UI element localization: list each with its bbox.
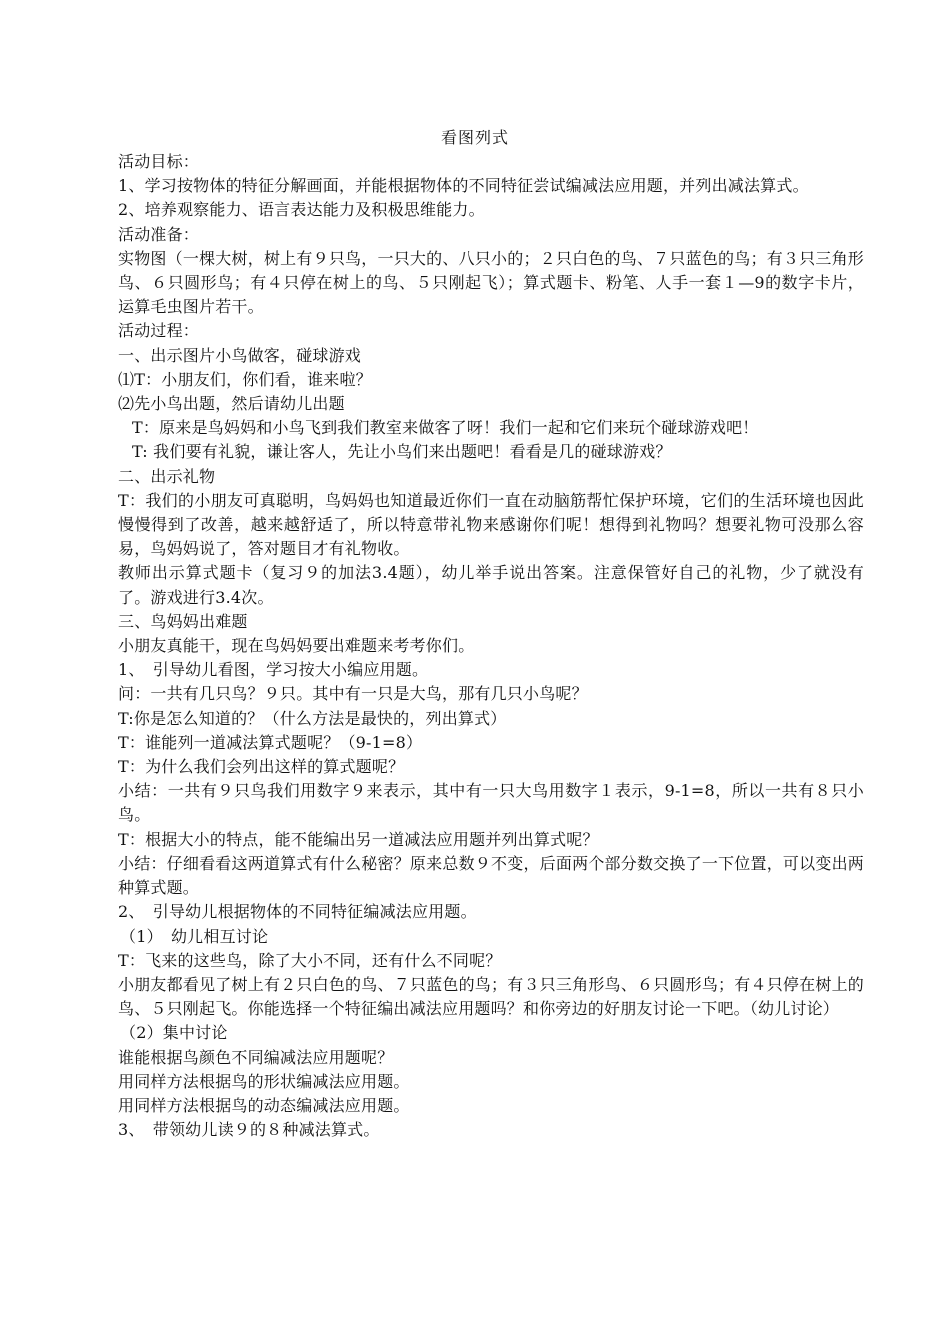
paragraph: 活动目标： [118,152,200,171]
paragraph: 用同样方法根据鸟的形状编减法应用题。 [118,1071,410,1091]
paragraph: 1、 引导幼儿看图，学习按大小编应用题。 [118,660,429,680]
paragraph: 用同样方法根据鸟的动态编减法应用题。 [118,1095,410,1115]
paragraph: T：为什么我们会列出这样的算式题呢？ [118,757,405,777]
paragraph: 小结：一共有９只鸟我们用数字９来表示，其中有一只大鸟用数字１表示，9-1=8，所以一共有８只小鸟。 [118,781,864,825]
paragraph: T：根据大小的特点，能不能编出另一道减法应用题并列出算式呢？ [118,829,599,849]
paragraph: T：我们的小朋友可真聪明，鸟妈妈也知道最近你们一直在动脑筋帮忙保护环境，它们的生活环境也因此慢慢得到了改善，越来越舒适了，所以特意带礼物来感谢你们呢！想得到礼物吗？想要礼物可没那么容易，鸟妈妈说了，答对题目才有礼物收。 [118,490,864,559]
paragraph: 活动准备： [118,224,200,244]
paragraph: 教师出示算式题卡（复习９的加法3.4题），幼儿举手说出答案。注意保管好自己的礼物，少了就没有了。游戏进行3.4次。 [118,563,864,607]
paragraph: 小朋友都看见了树上有２只白色的鸟、７只蓝色的鸟；有３只三角形鸟、６只圆形鸟；有４只停在树上的鸟、５只刚起飞。你能选择一个特征编出减法应用题吗？和你旁边的好朋友讨论一下吧。（幼儿讨论） [118,974,864,1019]
paragraph: 一、出示图片小鸟做客，碰球游戏 [118,345,362,365]
paragraph: 2、培养观察能力、语言表达能力及积极思维能力。 [118,200,485,220]
paragraph: 1、学习按物体的特征分解画面，并能根据物体的不同特征尝试编减法应用题，并列出减法算式。 [118,176,809,196]
paragraph: ⑴T：小朋友们，你们看，谁来啦？ [118,369,372,389]
paragraph: 实物图（一棵大树，树上有９只鸟，一只大的、八只小的；２只白色的鸟、７只蓝色的鸟；有３只三角形鸟、６只圆形鸟；有４只停在树上的鸟、５只刚起飞）；算式题卡、粉笔、人手一套１—9的数字卡片，运算毛虫图片若干。 [118,248,864,317]
paragraph: 谁能根据鸟颜色不同编减法应用题呢？ [118,1047,394,1067]
document-body [118,150,864,1142]
paragraph: 活动过程： [118,321,200,341]
paragraph: T:你是怎么知道的？（什么方法是最快的，列出算式） [118,708,507,728]
paragraph: T: 我们要有礼貌，谦让客人，先让小鸟们来出题吧！看看是几的碰球游戏？ [132,442,672,462]
paragraph: 问：一共有几只鸟？９只。其中有一只是大鸟，那有几只小鸟呢？ [118,684,588,704]
paragraph: 2、 引导幼儿根据物体的不同特征编减法应用题。 [118,902,477,922]
paragraph: （2）集中讨论 [120,1023,228,1043]
paragraph: T：原来是鸟妈妈和小鸟飞到我们教室来做客了呀！我们一起和它们来玩个碰球游戏吧！ [132,418,759,438]
paragraph: 三、鸟妈妈出难题 [118,611,248,631]
paragraph: （1） 幼儿相互讨论 [120,926,269,946]
paragraph: 小结：仔细看看这两道算式有什么秘密？原来总数９不变，后面两个部分数交换了一下位置，可以变出两种算式题。 [118,853,864,898]
paragraph: 二、出示礼物 [118,466,216,486]
paragraph: ⑵先小鸟出题，然后请幼儿出题 [118,394,345,414]
document-title: 看图列式 [440,128,509,147]
paragraph: 小朋友真能干，现在鸟妈妈要出难题来考考你们。 [118,636,475,656]
paragraph: T：谁能列一道减法算式题呢？（9-1=8） [118,732,423,752]
paragraph: 3、 带领幼儿读９的８种减法算式。 [118,1120,380,1140]
paragraph: T：飞来的这些鸟，除了大小不同，还有什么不同呢？ [118,950,502,970]
